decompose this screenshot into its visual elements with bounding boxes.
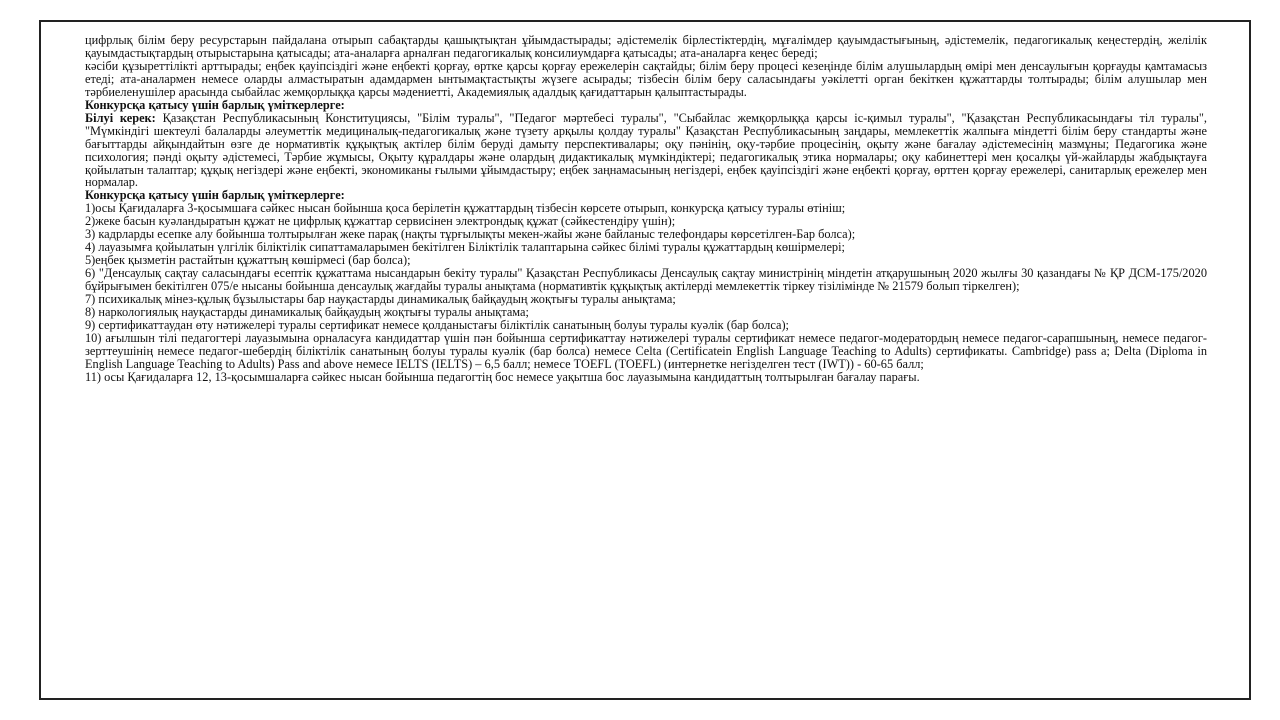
list-item-1: 1)осы Қағидаларға 3-қосымшаға сәйкес нысан бойынша қоса берілетін құжаттардың тізбесін көрсете отырып, конкурсқа қатысу туралы өтініш; <box>85 201 846 216</box>
list-item-11: 11) осы Қағидаларға 12, 13-қосымшаларға сәйкес нысан бойынша педагогтің бос немесе уақытша бос лауазымына кандидаттың толтырылған бағалау парағы. <box>85 369 920 384</box>
list-item-4: 4) лауазымға қойылатын үлгілік біліктілік сипаттамаларымен бекітілген Біліктілік талаптарына сәйкес білімі туралы құжаттардың көшірмелері; <box>85 240 845 255</box>
list-item-7: 7) психикалық мінез-құлық бұзылыстары бар науқастарды динамикалық байқаудың жоқтығы туралы анықтама; <box>85 292 676 307</box>
knowledge-lead: Білуі керек: <box>85 110 156 125</box>
list-item-2: 2)жеке басын куәландыратын құжат не цифрлық құжаттар сервисінен электрондық құжат (сәйкестендіру үшін); <box>85 214 676 229</box>
document-frame <box>39 20 1251 700</box>
section-heading-2: Конкурсқа қатысу үшін барлық үміткерлерге: <box>85 188 345 203</box>
list-item-3: 3) кадрларды есепке алу бойынша толтырылған жеке парақ (нақты тұрғылықты мекен-жайы және байланыс телефондары көрсетілген-Бар болса); <box>85 227 856 242</box>
paragraph-knowledge <box>85 112 1207 190</box>
list-item-5: 5)еңбек қызметін растайтын құжаттың көшірмесі (бар болса); <box>85 253 411 268</box>
knowledge-text: Қазақстан Республикасының Конституциясы, "Білім туралы", "Педагог мәртебесі туралы", "Сыбайлас жемқорлыққа қарсы іс-қимыл туралы", "Қазақстан Республикасындағы тіл туралы", "Мүмкіндігі шектеулі балаларды әлеуметтік медициналық-педагогикалық және түзету арқылы қолдау туралы" Қазақстан Республикасының заңдары, мемлекеттік жалпыға міндетті білім беру стандарты және бағыттарды айқындайтын өзге де нормативтік құқықтық актілер білім беруді дамыту перспективалары; оқу пәнінің, оқу-тәрбие процесінің, оқыту және бағалау әдістемесінің мазмұны; Педагогика және психология; пәнді оқыту әдістемесі, Тәрбие жұмысы, Оқыту құралдары және олардың дидактикалық мүмкіндіктері; педагогикалық этика нормалары; оқу кабинеттері мен қосалқы үй-жайларды жабдықтауға қойылатын талаптар; құқық негіздері және еңбекті, экономиканы ғылыми ұйымдастыру; еңбек заңнамасының негіздері, еңбек қауіпсіздігі және еңбекті қорғау, өрттен қорғау ережелері, санитарлық ережелер мен нормалар. <box>85 110 1207 190</box>
list-item-9: 9) сертификаттаудан өту нәтижелері туралы сертификат немесе қолданыстағы біліктілік санатының болуы туралы куәлік (бар болса); <box>85 317 789 332</box>
list-item-6: 6) "Денсаулық сақтау саласындағы есептік құжаттама нысандарын бекіту туралы" Қазақстан Республикасы Денсаулық сақтау министрінің міндетін атқарушының 2020 жылғы 30 қазандағы № ҚР ДСМ-175/2020 бұйрығымен бекітілген 075/е нысаны бойынша денсаулық жағдайы туралы анықтама (нормативтік құқықтық актілерді мемлекеттік тіркеу тізілімінде № 21579 болып тіркелген); <box>85 266 1207 294</box>
paragraph-duties-2: кәсіби құзыреттілікті арттырады; еңбек қауіпсіздігі және еңбекті қорғау, өртке қарсы қорғау ережелерін сақтайды; білім беру процесі кезеңінде білім алушылардың өмірі мен денсаулығын қорғауды қамтамасыз етеді; ата-аналармен немесе оларды алмастыратын адамдармен ынтымақтастықты жүзеге асырады; тізбесін білім беру саласындағы уәкілетті орган бекіткен құжаттарды толтырады; білім алушылар мен тәрбиеленушілер арасында сыбайлас жемқорлыққа қарсы мәдениетті, Академиялық адалдық қағидаттарын қалыптастырады. <box>85 58 1207 99</box>
list-item-10: 10) ағылшын тілі педагогтері лауазымына орналасуға кандидаттар үшін пән бойынша сертификаттау нәтижелері туралы сертификат немесе педагог-модератордың немесе педагог-сарапшының, немесе педагог-зерттеушінің немесе педагог-шебердің біліктілік санатының болуы туралы куәлік (бар болса) немесе Celta (Certificatein English Language Teaching to Adults) сертификаты. Cambridge) pass a; Delta (Diploma in English Language Teaching to Adults) Pass and above немесе IELTS (IELTS) – 6,5 балл; немесе TOEFL (TOEFL) (интернетке негізделген тест (IWT)) - 60-65 балл; <box>85 330 1207 371</box>
list-item-8: 8) наркологиялық науқастарды динамикалық байқаудың жоқтығы туралы анықтама; <box>85 305 529 320</box>
document-body <box>85 34 1207 384</box>
section-heading-1: Конкурсқа қатысу үшін барлық үміткерлерге: <box>85 97 345 112</box>
paragraph-duties-1: цифрлық білім беру ресурстарын пайдалана отырып сабақтарды қашықтықтан ұйымдастырады; әдістемелік бірлестіктердің, мұғалімдер қауымдастығының, әдістемелік, педагогикалық кеңестердің, желілік қауымдастықтардың отырыстарына қатысады; ата-аналарға арналған педагогикалық консилиумдарға қатысады; ата-аналарға кеңес береді; <box>85 33 1207 60</box>
